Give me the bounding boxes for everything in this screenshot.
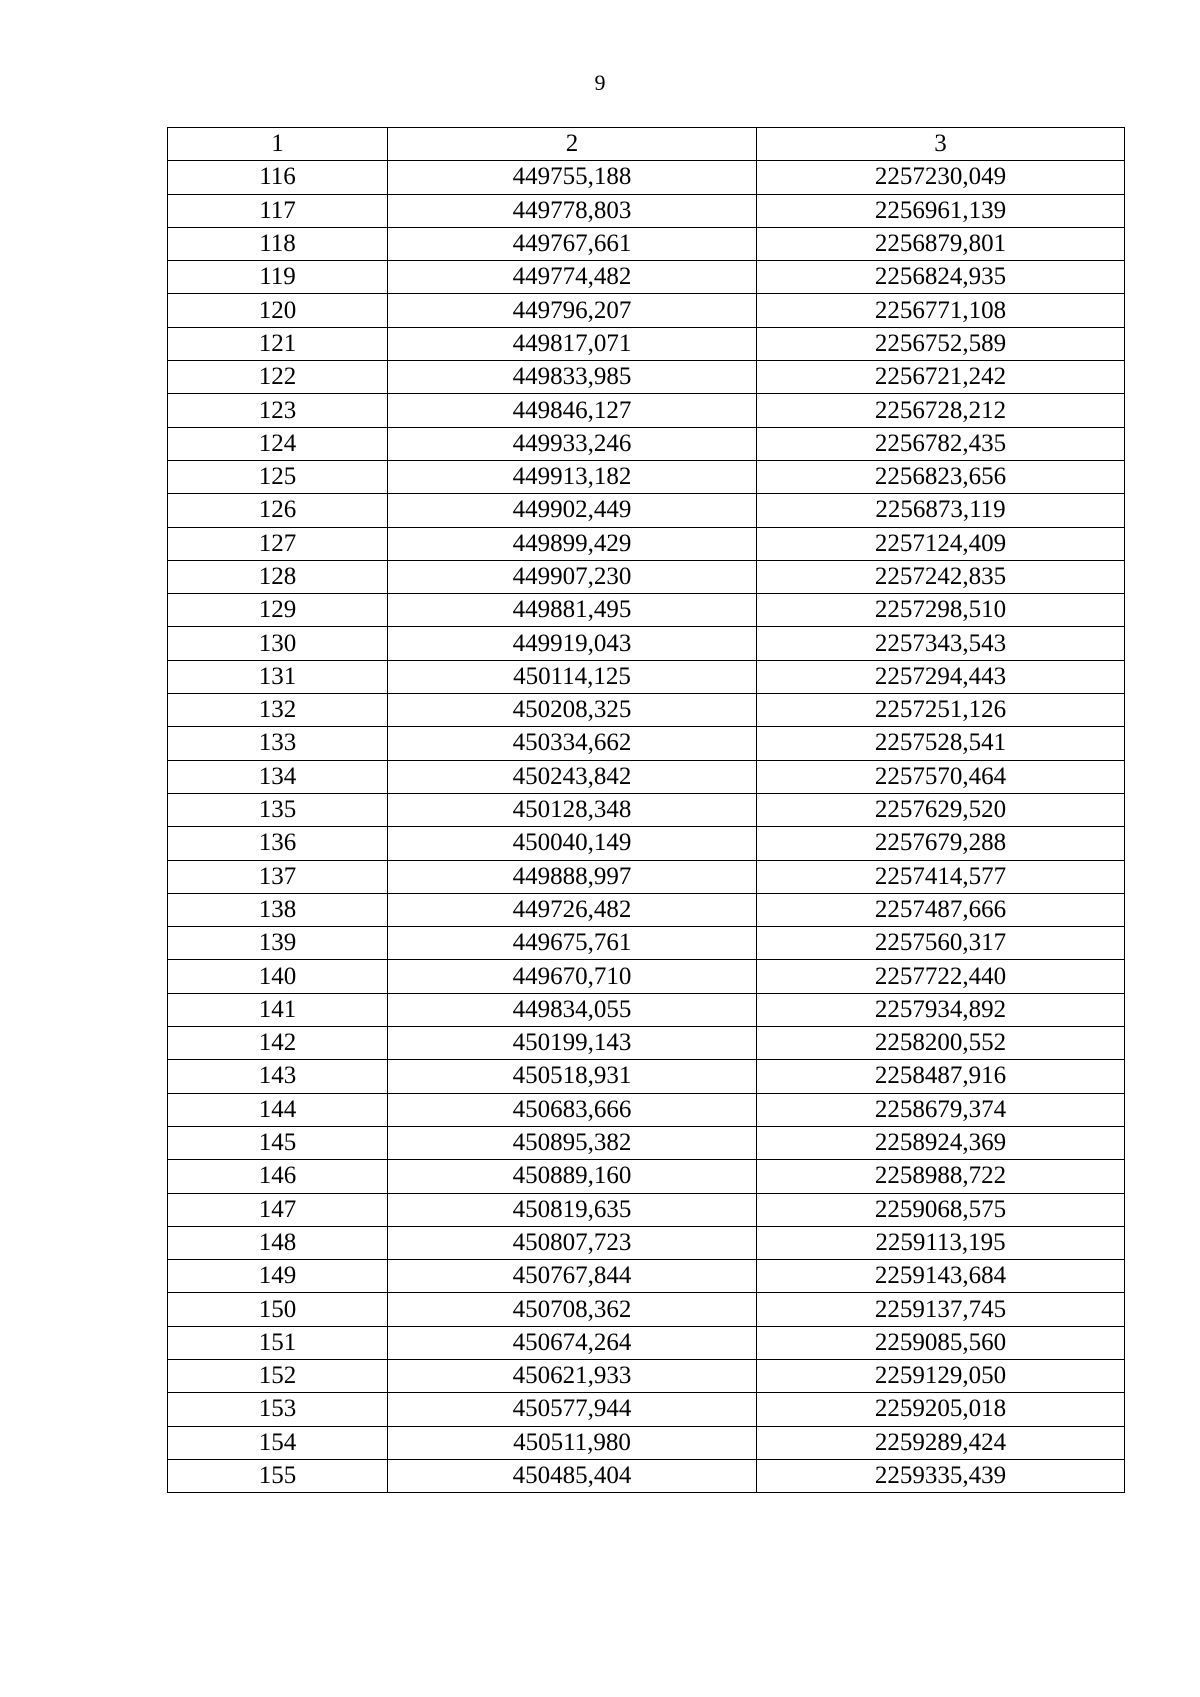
table-row <box>168 227 1125 260</box>
table-row <box>168 394 1125 427</box>
coordinate-x-cell: 449913,182 <box>388 460 757 493</box>
point-number-cell: 139 <box>168 927 388 960</box>
coordinate-x-cell: 450243,842 <box>388 760 757 793</box>
column-header: 1 <box>168 128 388 161</box>
table-row <box>168 1260 1125 1293</box>
coordinate-y-cell: 2257679,288 <box>757 827 1125 860</box>
point-number-cell: 138 <box>168 893 388 926</box>
point-number-cell: 128 <box>168 560 388 593</box>
coordinate-x-cell: 450819,635 <box>388 1193 757 1226</box>
coordinate-y-cell: 2257230,049 <box>757 161 1125 194</box>
coordinate-x-cell: 449675,761 <box>388 927 757 960</box>
coordinate-y-cell: 2259068,575 <box>757 1193 1125 1226</box>
coordinate-y-cell: 2258924,369 <box>757 1126 1125 1159</box>
coordinate-x-cell: 450208,325 <box>388 694 757 727</box>
coordinate-y-cell: 2257570,464 <box>757 760 1125 793</box>
table-row <box>168 1459 1125 1492</box>
table-row <box>168 1160 1125 1193</box>
coordinate-x-cell: 450767,844 <box>388 1260 757 1293</box>
coordinate-x-cell: 449902,449 <box>388 494 757 527</box>
coordinate-y-cell: 2259143,684 <box>757 1260 1125 1293</box>
point-number-cell: 150 <box>168 1293 388 1326</box>
point-number-cell: 133 <box>168 727 388 760</box>
coordinate-x-cell: 450199,143 <box>388 1027 757 1060</box>
column-header: 2 <box>388 128 757 161</box>
coordinate-x-cell: 449833,985 <box>388 361 757 394</box>
table-row <box>168 893 1125 926</box>
coordinate-y-cell: 2257124,409 <box>757 527 1125 560</box>
coordinate-x-cell: 449670,710 <box>388 960 757 993</box>
point-number-cell: 130 <box>168 627 388 660</box>
table-row <box>168 1126 1125 1159</box>
coordinate-y-cell: 2257934,892 <box>757 993 1125 1026</box>
point-number-cell: 155 <box>168 1459 388 1492</box>
point-number-cell: 153 <box>168 1393 388 1426</box>
table-row <box>168 1359 1125 1392</box>
table-row <box>168 261 1125 294</box>
coordinate-x-cell: 449933,246 <box>388 427 757 460</box>
coordinate-x-cell: 449846,127 <box>388 394 757 427</box>
point-number-cell: 144 <box>168 1093 388 1126</box>
table-row <box>168 694 1125 727</box>
point-number-cell: 149 <box>168 1260 388 1293</box>
table-row <box>168 1027 1125 1060</box>
coordinate-y-cell: 2257298,510 <box>757 594 1125 627</box>
table-row <box>168 1393 1125 1426</box>
table-row <box>168 161 1125 194</box>
table-row <box>168 560 1125 593</box>
table-row <box>168 327 1125 360</box>
table-header-row <box>168 128 1125 161</box>
coordinate-y-cell: 2257629,520 <box>757 793 1125 826</box>
coordinate-y-cell: 2257722,440 <box>757 960 1125 993</box>
point-number-cell: 120 <box>168 294 388 327</box>
coordinate-y-cell: 2256782,435 <box>757 427 1125 460</box>
point-number-cell: 143 <box>168 1060 388 1093</box>
coordinate-y-cell: 2258487,916 <box>757 1060 1125 1093</box>
coordinate-y-cell: 2257343,543 <box>757 627 1125 660</box>
coordinate-y-cell: 2257251,126 <box>757 694 1125 727</box>
table-row <box>168 993 1125 1026</box>
coordinate-y-cell: 2257560,317 <box>757 927 1125 960</box>
table-row <box>168 1093 1125 1126</box>
point-number-cell: 127 <box>168 527 388 560</box>
coordinate-y-cell: 2256873,119 <box>757 494 1125 527</box>
coordinates-table <box>167 127 1125 1493</box>
point-number-cell: 147 <box>168 1193 388 1226</box>
point-number-cell: 132 <box>168 694 388 727</box>
coordinate-x-cell: 449796,207 <box>388 294 757 327</box>
coordinate-x-cell: 450518,931 <box>388 1060 757 1093</box>
coordinate-y-cell: 2258200,552 <box>757 1027 1125 1060</box>
table-row <box>168 793 1125 826</box>
coordinate-x-cell: 449767,661 <box>388 227 757 260</box>
coordinate-y-cell: 2258988,722 <box>757 1160 1125 1193</box>
coordinate-x-cell: 450334,662 <box>388 727 757 760</box>
table-row <box>168 860 1125 893</box>
coordinate-x-cell: 450511,980 <box>388 1426 757 1459</box>
coordinate-x-cell: 449755,188 <box>388 161 757 194</box>
coordinate-y-cell: 2257487,666 <box>757 893 1125 926</box>
coordinate-x-cell: 449778,803 <box>388 194 757 227</box>
point-number-cell: 118 <box>168 227 388 260</box>
table-row <box>168 1426 1125 1459</box>
table-row <box>168 1293 1125 1326</box>
coordinate-x-cell: 450683,666 <box>388 1093 757 1126</box>
table-row <box>168 427 1125 460</box>
point-number-cell: 116 <box>168 161 388 194</box>
table-row <box>168 627 1125 660</box>
coordinate-y-cell: 2256961,139 <box>757 194 1125 227</box>
coordinate-y-cell: 2257414,577 <box>757 860 1125 893</box>
point-number-cell: 131 <box>168 660 388 693</box>
coordinate-x-cell: 450674,264 <box>388 1326 757 1359</box>
coordinate-x-cell: 449888,997 <box>388 860 757 893</box>
coordinate-y-cell: 2259289,424 <box>757 1426 1125 1459</box>
coordinate-y-cell: 2258679,374 <box>757 1093 1125 1126</box>
coordinate-y-cell: 2259113,195 <box>757 1226 1125 1259</box>
coordinate-y-cell: 2256728,212 <box>757 394 1125 427</box>
table-row <box>168 727 1125 760</box>
table-row <box>168 361 1125 394</box>
coordinate-x-cell: 450485,404 <box>388 1459 757 1492</box>
coordinate-x-cell: 449907,230 <box>388 560 757 593</box>
page-number: 9 <box>594 70 606 95</box>
coordinate-x-cell: 450040,149 <box>388 827 757 860</box>
coordinate-x-cell: 449834,055 <box>388 993 757 1026</box>
coordinate-x-cell: 449726,482 <box>388 893 757 926</box>
table-row <box>168 527 1125 560</box>
point-number-cell: 121 <box>168 327 388 360</box>
coordinate-x-cell: 450577,944 <box>388 1393 757 1426</box>
table-row <box>168 827 1125 860</box>
coordinate-y-cell: 2259335,439 <box>757 1459 1125 1492</box>
point-number-cell: 117 <box>168 194 388 227</box>
coordinate-y-cell: 2257528,541 <box>757 727 1125 760</box>
table-row <box>168 1193 1125 1226</box>
coordinate-y-cell: 2256824,935 <box>757 261 1125 294</box>
column-header: 3 <box>757 128 1125 161</box>
coordinate-y-cell: 2257294,443 <box>757 660 1125 693</box>
coordinate-x-cell: 450128,348 <box>388 793 757 826</box>
point-number-cell: 136 <box>168 827 388 860</box>
table-row <box>168 494 1125 527</box>
table-row <box>168 1326 1125 1359</box>
point-number-cell: 141 <box>168 993 388 1026</box>
point-number-cell: 124 <box>168 427 388 460</box>
point-number-cell: 122 <box>168 361 388 394</box>
table-row <box>168 294 1125 327</box>
coordinate-y-cell: 2259205,018 <box>757 1393 1125 1426</box>
table-row <box>168 194 1125 227</box>
coordinate-y-cell: 2256771,108 <box>757 294 1125 327</box>
coordinate-x-cell: 450889,160 <box>388 1160 757 1193</box>
table-row <box>168 660 1125 693</box>
point-number-cell: 134 <box>168 760 388 793</box>
table-body <box>168 161 1125 1493</box>
coordinate-y-cell: 2256721,242 <box>757 361 1125 394</box>
point-number-cell: 152 <box>168 1359 388 1392</box>
point-number-cell: 126 <box>168 494 388 527</box>
point-number-cell: 119 <box>168 261 388 294</box>
coordinate-x-cell: 449774,482 <box>388 261 757 294</box>
coordinate-y-cell: 2256879,801 <box>757 227 1125 260</box>
coordinate-x-cell: 449919,043 <box>388 627 757 660</box>
point-number-cell: 129 <box>168 594 388 627</box>
point-number-cell: 151 <box>168 1326 388 1359</box>
point-number-cell: 148 <box>168 1226 388 1259</box>
point-number-cell: 125 <box>168 460 388 493</box>
coordinate-x-cell: 449817,071 <box>388 327 757 360</box>
table-row <box>168 1226 1125 1259</box>
point-number-cell: 137 <box>168 860 388 893</box>
point-number-cell: 135 <box>168 793 388 826</box>
coordinate-y-cell: 2256823,656 <box>757 460 1125 493</box>
point-number-cell: 123 <box>168 394 388 427</box>
table-row <box>168 760 1125 793</box>
coordinate-y-cell: 2259137,745 <box>757 1293 1125 1326</box>
table-row <box>168 927 1125 960</box>
point-number-cell: 140 <box>168 960 388 993</box>
table-row <box>168 1060 1125 1093</box>
coordinate-x-cell: 450807,723 <box>388 1226 757 1259</box>
coordinate-y-cell: 2257242,835 <box>757 560 1125 593</box>
coordinate-x-cell: 450114,125 <box>388 660 757 693</box>
point-number-cell: 142 <box>168 1027 388 1060</box>
coordinate-y-cell: 2256752,589 <box>757 327 1125 360</box>
point-number-cell: 146 <box>168 1160 388 1193</box>
table-row <box>168 594 1125 627</box>
coordinate-y-cell: 2259129,050 <box>757 1359 1125 1392</box>
coordinate-x-cell: 450708,362 <box>388 1293 757 1326</box>
coordinate-x-cell: 450621,933 <box>388 1359 757 1392</box>
point-number-cell: 154 <box>168 1426 388 1459</box>
coordinate-x-cell: 450895,382 <box>388 1126 757 1159</box>
coordinate-x-cell: 449881,495 <box>388 594 757 627</box>
table-row <box>168 460 1125 493</box>
coordinate-y-cell: 2259085,560 <box>757 1326 1125 1359</box>
coordinate-x-cell: 449899,429 <box>388 527 757 560</box>
table-row <box>168 960 1125 993</box>
point-number-cell: 145 <box>168 1126 388 1159</box>
